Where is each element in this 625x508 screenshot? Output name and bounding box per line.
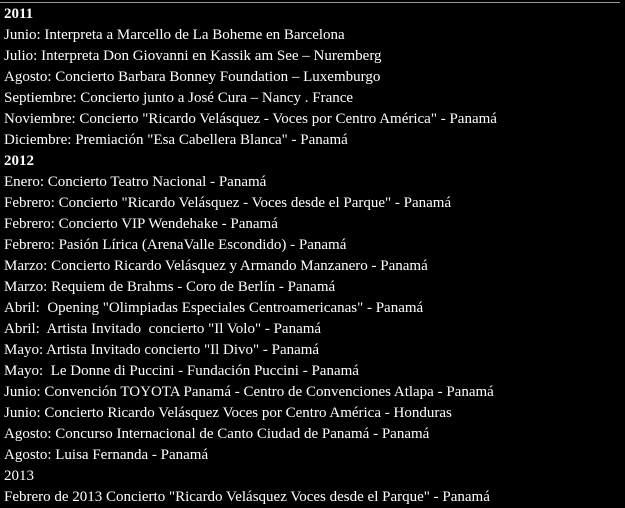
event-item: Febrero: Pasión Lírica (ArenaValle Escondido) - Panamá [4, 237, 347, 253]
event-item: Abril: Artista Invitado concierto "Il Volo" - Panamá [4, 321, 322, 337]
event-item: Enero: Concierto Teatro Nacional - Panamá [4, 174, 267, 190]
event-item: Febrero de 2013 Concierto "Ricardo Velásquez Voces desde el Parque" - Panamá [4, 489, 490, 505]
event-item: Julio: Interpreta Don Giovanni en Kassik am See – Nuremberg [4, 48, 382, 64]
top-divider [0, 2, 620, 3]
event-item: Junio: Interpreta a Marcello de La Boheme en Barcelona [4, 27, 345, 43]
event-item: Agosto: Concierto Barbara Bonney Foundation – Luxemburgo [4, 69, 381, 85]
event-item: Febrero: Concierto "Ricardo Velásquez - Voces desde el Parque" - Panamá [4, 195, 452, 211]
event-item: Junio: Concierto Ricardo Velásquez Voces por Centro América - Honduras [4, 405, 452, 421]
event-item: Junio: Convención TOYOTA Panamá - Centro de Convenciones Atlapa - Panamá [4, 384, 494, 400]
event-item: Febrero: Concierto VIP Wendehake - Panamá [4, 216, 278, 232]
year-heading: 2011 [4, 6, 34, 22]
event-item: Noviembre: Concierto "Ricardo Velásquez - Voces por Centro América" - Panamá [4, 111, 497, 127]
event-item: Abril: Opening "Olimpiadas Especiales Centroamericanas" - Panamá [4, 300, 424, 316]
event-item: Mayo: Le Donne di Puccini - Fundación Puccini - Panamá [4, 363, 359, 379]
event-item: Marzo: Requiem de Brahms - Coro de Berlín - Panamá [4, 279, 336, 295]
event-timeline [4, 4, 622, 508]
event-item: Agosto: Concurso Internacional de Canto Ciudad de Panamá - Panamá [4, 426, 430, 442]
event-item: Marzo: Concierto Ricardo Velásquez y Armando Manzanero - Panamá [4, 258, 428, 274]
event-item: Septiembre: Concierto junto a José Cura – Nancy . France [4, 90, 354, 106]
event-item: Diciembre: Premiación "Esa Cabellera Blanca" - Panamá [4, 132, 348, 148]
year-heading: 2013 [4, 468, 34, 484]
event-item: Agosto: Luisa Fernanda - Panamá [4, 447, 209, 463]
event-item: Mayo: Artista Invitado concierto "Il Divo" - Panamá [4, 342, 320, 358]
year-heading: 2012 [4, 153, 34, 169]
